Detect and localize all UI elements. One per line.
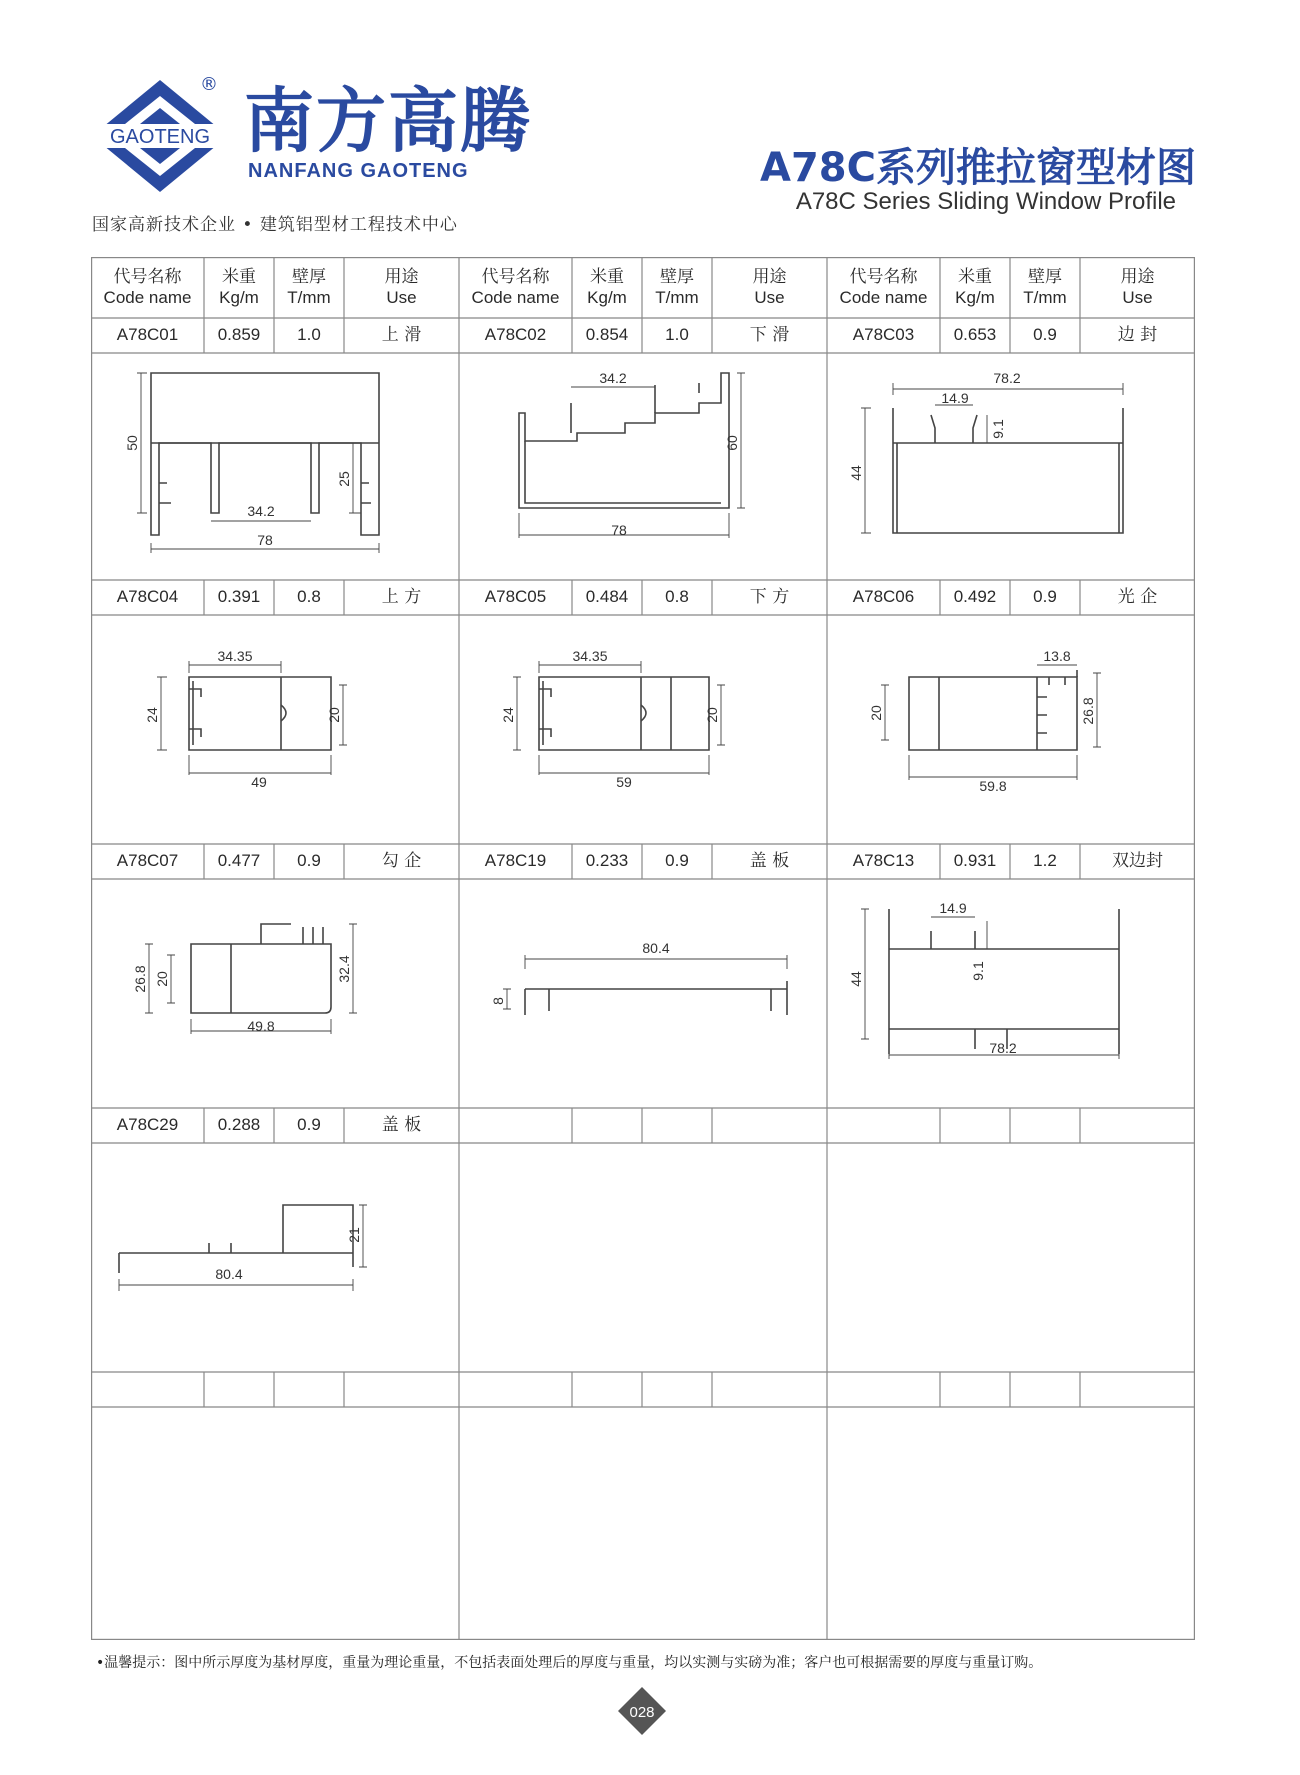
- brand-name-cn: 南方高腾: [244, 80, 532, 162]
- header-thickness-en: T/mm: [655, 287, 699, 307]
- dimension-label: 13.8: [1043, 648, 1071, 664]
- dimension-label: 44: [848, 465, 864, 481]
- row-4-col-1-weight: 0.288: [217, 1115, 261, 1135]
- row-4-col-2-use: [712, 1108, 827, 1143]
- header-code-name-cn: 代号名称: [481, 267, 550, 288]
- header-code-name: [91, 257, 204, 318]
- dimension-label: 25: [336, 471, 352, 487]
- row-1-col-1-use: 上 滑: [381, 325, 422, 346]
- row-5-col-1-weight: [204, 1372, 274, 1407]
- row-1-col-2-use: 下 滑: [749, 325, 790, 346]
- profile-a78c29: [91, 1143, 459, 1370]
- header-code-name: [459, 257, 572, 318]
- header-code-name-en: Code name: [471, 287, 560, 307]
- dimension-label: 26.8: [1080, 697, 1096, 725]
- profile-a78c19: [459, 879, 827, 1106]
- dimension-label: 59: [616, 774, 632, 790]
- row-3-col-3-use: 双边封: [1112, 851, 1163, 872]
- header-use-en: Use: [1122, 287, 1153, 307]
- dimension-label: 21: [346, 1227, 362, 1243]
- logo-text: GAOTENG: [109, 126, 211, 148]
- profile-a78c06: [827, 615, 1195, 842]
- row-2-col-2-weight: 0.484: [585, 587, 629, 607]
- dimension-label: 8: [490, 997, 506, 1005]
- dimension-label: 59.8: [979, 778, 1007, 794]
- dimension-label: 49: [251, 774, 267, 790]
- profile-a78c02: [459, 353, 827, 580]
- row-4-col-2-weight: [572, 1108, 642, 1143]
- header-use: [1080, 257, 1195, 318]
- row-4-col-1-code: A78C29: [116, 1115, 179, 1135]
- row-2-col-1-thickness: 0.8: [297, 587, 321, 607]
- header-thickness-en: T/mm: [1023, 287, 1067, 307]
- dimension-label: 20: [154, 971, 170, 987]
- dimension-label: 20: [704, 707, 720, 723]
- row-5-col-3-weight: [940, 1372, 1010, 1407]
- row-2-col-3-code: A78C06: [852, 587, 915, 607]
- profile-a78c07: [91, 879, 459, 1106]
- gaoteng-logo: [90, 78, 230, 196]
- row-5-col-3-thickness: [1010, 1372, 1080, 1407]
- dimension-label: 78.2: [989, 1040, 1017, 1056]
- row-4-col-3-thickness: [1010, 1108, 1080, 1143]
- dimension-label: 14.9: [941, 390, 969, 406]
- row-4-col-1-thickness: 0.9: [297, 1115, 321, 1135]
- row-3-col-3-thickness: 1.2: [1033, 851, 1057, 871]
- row-1-col-2-thickness: 1.0: [665, 325, 689, 345]
- dimension-label: 49.8: [247, 1018, 275, 1034]
- profile-a78c05: [459, 615, 827, 842]
- row-1-col-3-use: 边 封: [1117, 325, 1158, 346]
- header-thickness-cn: 壁厚: [1028, 267, 1062, 288]
- dimension-label: 32.4: [336, 955, 352, 983]
- footer-note: •温馨提示：图中所示厚度为基材厚度，重量为理论重量，不包括表面处理后的厚度与重量，均以实测与实磅为准；客户也可根据需要的厚度与重量订购。: [96, 1655, 1043, 1671]
- dimension-label: 24: [144, 707, 160, 723]
- header-weight-cn: 米重: [958, 267, 992, 288]
- row-3-col-2-code: A78C19: [484, 851, 547, 871]
- header-weight-cn: 米重: [222, 267, 256, 288]
- dimension-label: 80.4: [215, 1266, 243, 1282]
- dimension-label: 24: [500, 707, 516, 723]
- header-thickness-cn: 壁厚: [292, 267, 326, 288]
- tagline: 国家高新技术企业 • 建筑铝型材工程技术中心: [92, 215, 458, 235]
- row-1-col-1-thickness: 1.0: [297, 325, 321, 345]
- row-3-col-1-code: A78C07: [116, 851, 179, 871]
- row-4-col-1-use: 盖 板: [381, 1115, 422, 1136]
- row-3-col-1-thickness: 0.9: [297, 851, 321, 871]
- page-title-cn: A78C系列推拉窗型材图: [760, 145, 1196, 191]
- header-use-en: Use: [386, 287, 417, 307]
- page-number-badge: [617, 1686, 667, 1736]
- header-weight: [940, 257, 1010, 318]
- header-use-cn: 用途: [384, 267, 419, 288]
- row-2-col-1-use: 上 方: [381, 587, 422, 608]
- header-use: [344, 257, 459, 318]
- header-weight-en: Kg/m: [955, 287, 995, 307]
- page-title-en: A78C Series Sliding Window Profile: [795, 188, 1176, 215]
- row-5-col-2-code: [459, 1372, 572, 1407]
- row-3-col-2-use: 盖 板: [749, 851, 790, 872]
- row-5-col-1-use: [344, 1372, 459, 1407]
- dimension-label: 34.2: [599, 370, 627, 386]
- row-4-col-3-weight: [940, 1108, 1010, 1143]
- row-5-col-1-code: [91, 1372, 204, 1407]
- row-1-col-2-code: A78C02: [484, 325, 547, 345]
- row-3-col-3-code: A78C13: [852, 851, 915, 871]
- row-1-col-1-weight: 0.859: [217, 325, 261, 345]
- header-thickness-en: T/mm: [287, 287, 331, 307]
- row-3-col-2-thickness: 0.9: [665, 851, 689, 871]
- row-5-col-2-thickness: [642, 1372, 712, 1407]
- header-code-name-cn: 代号名称: [849, 267, 918, 288]
- profile-a78c01: [91, 353, 459, 580]
- row-5-col-1-thickness: [274, 1372, 344, 1407]
- dimension-label: 20: [868, 705, 884, 721]
- header-code-name-en: Code name: [839, 287, 928, 307]
- row-2-col-2-thickness: 0.8: [665, 587, 689, 607]
- row-2-col-3-weight: 0.492: [953, 587, 997, 607]
- row-4-col-2-thickness: [642, 1108, 712, 1143]
- dimension-label: 9.1: [990, 419, 1006, 439]
- row-4-col-3-use: [1080, 1108, 1195, 1143]
- profile-table: [91, 257, 1195, 1640]
- header-weight: [204, 257, 274, 318]
- row-2-col-1-weight: 0.391: [217, 587, 261, 607]
- dimension-label: 50: [124, 435, 140, 451]
- header-use-cn: 用途: [1120, 267, 1155, 288]
- row-5-col-2-weight: [572, 1372, 642, 1407]
- header-weight: [572, 257, 642, 318]
- registered-mark: ®: [200, 74, 218, 95]
- header-weight-en: Kg/m: [587, 287, 627, 307]
- dimension-label: 60: [724, 435, 740, 451]
- row-2-col-1-code: A78C04: [116, 587, 179, 607]
- header-thickness: [274, 257, 344, 318]
- header-weight-cn: 米重: [590, 267, 624, 288]
- header-use: [712, 257, 827, 318]
- row-1-col-1-code: A78C01: [116, 325, 179, 345]
- dimension-label: 78.2: [993, 370, 1021, 386]
- dimension-label: 80.4: [642, 940, 670, 956]
- profile-a78c03: [827, 353, 1195, 580]
- row-5-col-3-use: [1080, 1372, 1195, 1407]
- row-2-col-3-thickness: 0.9: [1033, 587, 1057, 607]
- brand-name-en: NANFANG GAOTENG: [248, 160, 469, 182]
- dimension-label: 20: [326, 707, 342, 723]
- row-2-col-2-use: 下 方: [749, 587, 790, 608]
- header-code-name-en: Code name: [103, 287, 192, 307]
- header-use-en: Use: [754, 287, 785, 307]
- row-4-col-2-code: [459, 1108, 572, 1143]
- header-code-name: [827, 257, 940, 318]
- dimension-label: 34.35: [572, 648, 608, 664]
- header-use-cn: 用途: [752, 267, 787, 288]
- row-4-col-3-code: [827, 1108, 940, 1143]
- dimension-label: 34.2: [247, 503, 275, 519]
- row-1-col-2-weight: 0.854: [585, 325, 629, 345]
- row-3-col-1-weight: 0.477: [217, 851, 261, 871]
- profile-a78c04: [91, 615, 459, 842]
- dimension-label: 44: [848, 971, 864, 987]
- row-3-col-1-use: 勾 企: [381, 851, 422, 872]
- row-2-col-2-code: A78C05: [484, 587, 547, 607]
- dimension-label: 78: [257, 532, 273, 548]
- page-number: 028: [629, 1704, 655, 1721]
- row-3-col-2-weight: 0.233: [585, 851, 629, 871]
- row-1-col-3-thickness: 0.9: [1033, 325, 1057, 345]
- header-thickness: [1010, 257, 1080, 318]
- dimension-label: 26.8: [132, 965, 148, 993]
- row-1-col-3-weight: 0.653: [953, 325, 997, 345]
- row-3-col-3-weight: 0.931: [953, 851, 997, 871]
- row-2-col-3-use: 光 企: [1117, 587, 1158, 608]
- dimension-label: 14.9: [939, 900, 967, 916]
- header-thickness-cn: 壁厚: [660, 267, 694, 288]
- row-5-col-2-use: [712, 1372, 827, 1407]
- dimension-label: 34.35: [217, 648, 253, 664]
- header-weight-en: Kg/m: [219, 287, 259, 307]
- profile-a78c13: [827, 879, 1195, 1106]
- dimension-label: 9.1: [970, 961, 986, 981]
- dimension-label: 78: [611, 522, 627, 538]
- row-1-col-3-code: A78C03: [852, 325, 915, 345]
- header-code-name-cn: 代号名称: [113, 267, 182, 288]
- row-5-col-3-code: [827, 1372, 940, 1407]
- header-thickness: [642, 257, 712, 318]
